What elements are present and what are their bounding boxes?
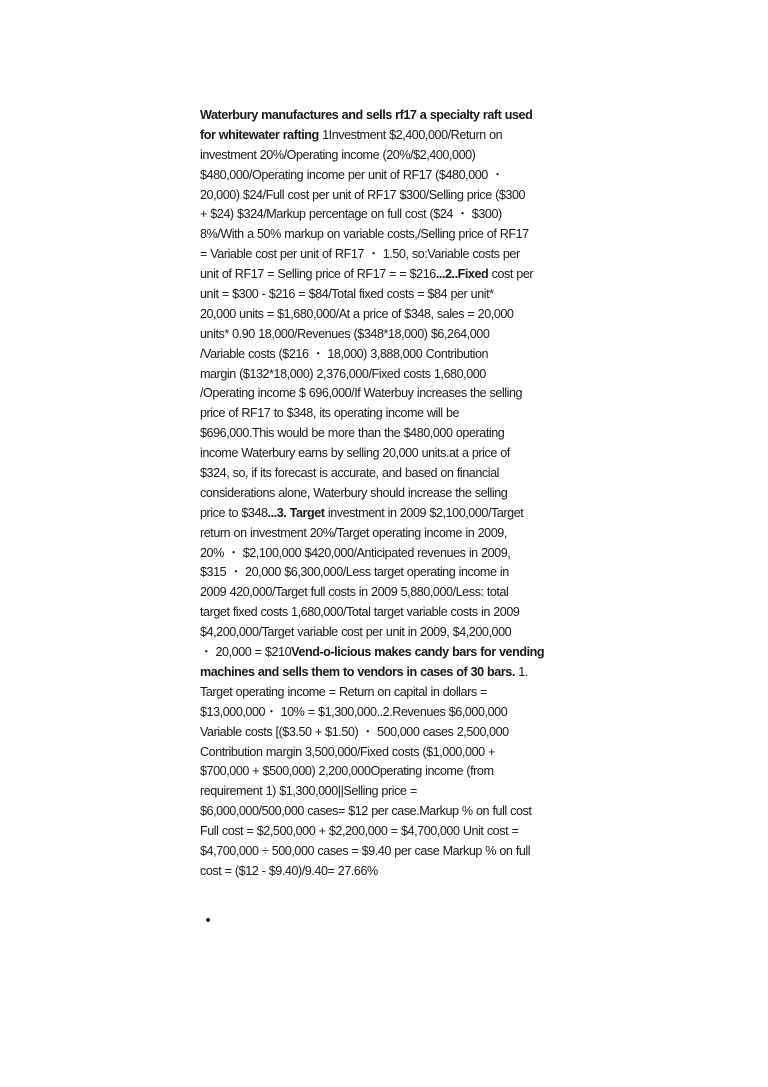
bold-text-run: for whitewater rafting — [200, 127, 319, 142]
text-line — [200, 384, 580, 404]
text-run: $6,000,000/500,000 cases= $12 per case.Markup % on full cost — [200, 804, 532, 819]
text-run: 1Investment $2,400,000/Return on — [318, 127, 503, 142]
text-line — [200, 643, 580, 663]
bold-text-run: machines and sells them to vendors in cases of 30 bars. — [200, 664, 515, 679]
text-line — [200, 166, 580, 186]
text-run: 2009 420,000/Target full costs in 2009 5,880,000/Less: total — [200, 585, 509, 600]
text-line — [200, 484, 580, 504]
text-run: /Variable costs ($216 ・ 18,000) 3,888,000 Contribution — [200, 346, 489, 361]
text-line — [200, 126, 580, 146]
text-run: $4,700,000 ÷ 500,000 cases = $9.40 per case Markup % on full — [200, 843, 531, 858]
text-run: income Waterbury earns by selling 20,000 units.at a price of — [200, 446, 510, 461]
text-run: + $24) $324/Markup percentage on full cost ($24 ・ $300) — [200, 207, 502, 222]
text-line — [200, 325, 580, 345]
text-run: requirement 1) $1,300,000||Selling price = — [200, 784, 417, 799]
text-line — [200, 464, 580, 484]
text-line — [200, 822, 580, 842]
text-line — [200, 802, 580, 822]
text-run: $324, so, if its forecast is accurate, and based on financial — [200, 466, 499, 481]
text-run: cost per — [488, 267, 534, 282]
text-run: units* 0.90 18,000/Revenues ($348*18,000) $6,264,000 — [200, 326, 490, 341]
text-line — [200, 504, 580, 524]
text-run: 20,000) $24/Full cost per unit of RF17 $300/Selling price ($300 — [200, 187, 526, 202]
text-run: $315 ・ 20,000 $6,300,000/Less target operating income in — [200, 565, 509, 580]
text-run: /Operating income $ 696,000/If Waterbuy increases the selling — [200, 386, 523, 401]
text-line — [200, 544, 580, 564]
text-line — [200, 225, 580, 245]
text-run: margin ($132*18,000) 2,376,000/Fixed costs 1,680,000 — [200, 366, 486, 381]
text-run: price of RF17 to $348, its operating income will be — [200, 406, 460, 421]
text-line — [200, 444, 580, 464]
text-line — [200, 345, 580, 365]
text-line — [200, 583, 580, 603]
text-line — [200, 782, 580, 802]
bold-text-run: Waterbury manufactures and sells rf17 a specialty raft used — [200, 108, 533, 122]
text-line — [200, 146, 580, 166]
text-line — [200, 285, 580, 305]
text-run: $480,000/Operating income per unit of RF17 ($480,000 ・ — [200, 167, 504, 182]
text-line — [200, 683, 580, 703]
bold-text-run: ...3. Target — [267, 505, 325, 520]
text-run: $13,000,000・ 10% = $1,300,000..2.Revenues $6,000,000 — [200, 704, 508, 719]
text-line — [200, 186, 580, 206]
text-run: unit = $300 ‐ $216 = $84/Total fixed costs = $84 per unit* — [200, 287, 494, 302]
text-line — [200, 524, 580, 544]
text-run: Contribution margin 3,500,000/Fixed costs ($1,000,000 + — [200, 744, 495, 759]
text-run: cost = ($12 - $9.40)/9.40= 27.66% — [200, 863, 378, 878]
text-run: 20,000 units = $1,680,000/At a price of $348, sales = 20,000 — [200, 306, 514, 321]
text-run: Variable costs [($3.50 + $1.50) ・ 500,000 cases 2,500,000 — [200, 724, 509, 739]
text-run: $4,200,000/Target variable cost per unit in 2009, $4,200,000 — [200, 625, 512, 640]
text-run: 20% ・ $2,100,000 $420,000/Anticipated revenues in 2009, — [200, 545, 511, 560]
text-line — [200, 424, 580, 444]
bullet-marker: • — [204, 913, 213, 929]
text-line — [200, 723, 580, 743]
text-line — [200, 365, 580, 385]
text-line — [200, 743, 580, 763]
bold-text-run: Vend-o-licious makes candy bars for vending — [291, 645, 545, 660]
text-run: Full cost = $2,500,000 + $2,200,000 = $4,700,000 Unit cost = — [200, 824, 519, 839]
text-run: 1. — [514, 664, 528, 679]
text-run: $696,000.This would be more than the $480,000 operating — [200, 426, 505, 441]
text-line — [200, 623, 580, 643]
text-line — [200, 862, 580, 882]
text-line — [200, 305, 580, 325]
text-line — [200, 762, 580, 782]
text-line — [200, 106, 580, 126]
text-run: ・ 20,000 = $210 — [200, 645, 292, 660]
text-run: investment in 2009 $2,100,000/Target — [324, 505, 524, 520]
text-line — [200, 603, 580, 623]
text-line — [200, 563, 580, 583]
document-body-text — [200, 106, 580, 882]
text-run: target fixed costs 1,680,000/Total target variable costs in 2009 — [200, 605, 520, 620]
text-line — [200, 663, 580, 683]
text-line — [200, 404, 580, 424]
text-line — [200, 703, 580, 723]
text-line — [200, 245, 580, 265]
text-run: considerations alone, Waterbury should increase the selling — [200, 485, 508, 500]
text-run: price to $348 — [200, 505, 268, 520]
text-run: = Variable cost per unit of RF17 ・ 1.50, so:Variable costs per — [200, 247, 520, 262]
text-run: investment 20%/Operating income (20%/$2,400,000) — [200, 147, 476, 162]
bold-text-run: ...2..Fixed — [435, 267, 489, 282]
text-line — [200, 842, 580, 862]
text-run: Target operating income = Return on capital in dollars = — [200, 684, 487, 699]
text-line — [200, 265, 580, 285]
text-run: unit of RF17 = Selling price of RF17 = = $216 — [200, 267, 436, 282]
text-run: 8%/With a 50% markup on variable costs,/Selling price of RF17 — [200, 227, 529, 242]
text-line — [200, 205, 580, 225]
text-run: $700,000 + $500,000) 2,200,000Operating income (from — [200, 764, 494, 779]
text-run: return on investment 20%/Target operating income in 2009, — [200, 525, 507, 540]
